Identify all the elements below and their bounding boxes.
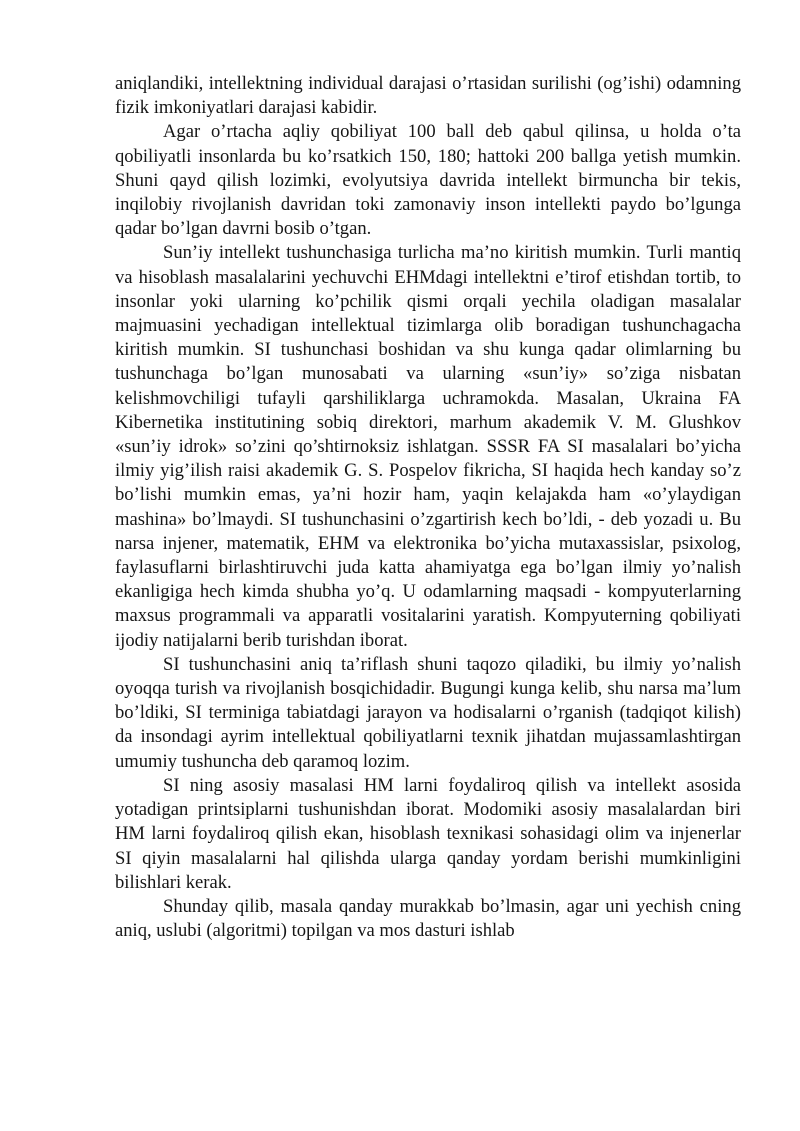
paragraph: Agar o’rtacha aqliy qobiliyat 100 ball deb qabul qilinsa, u holda o’ta qobiliyatli insonlarda bu ko’rsatkich 150, 180; hattoki 200 ballga yetish mumkin. Shuni qayd qilish lozimki, evolyutsiya davrida intellekt birmuncha bir tekis, inqilobiy rivojlanish davridan toki zamonaviy inson intellekti paydo bo’lgunga qadar bo’lgan davrni bosib o’tgan.: [115, 121, 741, 240]
paragraph: SI tushunchasini aniq ta’riflash shuni taqozo qiladiki, bu ilmiy yo’nalish oyoqqa turish va rivojlanish bosqichidadir. Bugungi kunga kelib, shu narsa ma’lum bo’ldiki, SI terminiga tabiatdagi jarayon va hodisalarni o’rganish (tadqiqot kilish) da insondagi ayrim intellektual qobiliyatlarni texnik jihatdan mujassamlashtirgan umumiy tushuncha deb qaramoq lozim.: [115, 653, 741, 772]
paragraph-continuation: aniqlandiki, intellektning individual darajasi o’rtasidan surilishi (og’ishi) odamning fizik imkoniyatlari darajasi kabidir.: [115, 73, 741, 119]
paragraph: Sun’iy intellekt tushunchasiga turlicha ma’no kiritish mumkin. Turli mantiq va hisoblash masalalarini yechuvchi EHMdagi intellektni e’tirof etishdan tortib, to insonlar yoki ularning ko’pchilik qismi orqali yechila oladigan masalalar majmuasini yechadigan intellektual tizimlarga olib boradigan tushunchagacha kiritish mumkin. SI tushunchasi boshidan va shu kunga qadar olimlarning bu tushunchaga bo’lgan munosabati va ularning «sun’iy» so’ziga nisbatan kelishmovchiligi tufayli qarshiliklarga uchramokda. Masalan, Ukraina FA Kibernetika institutining sobiq direktori, marhum akademik V. M. Glushkov «sun’iy idrok» so’zini qo’shtirnoksiz ishlatgan. SSSR FA SI masalalari bo’yicha ilmiy yig’ilish raisi akademik G. S. Pospelov fikricha, SI haqida hech kanday so’z bo’lishi mumkin emas, ya’ni hozir ham, yaqin kelajakda ham «o’ylaydigan mashina» bo’lmaydi. SI tushunchasini o’zgartirish kech bo’ldi, - deb yozadi u. Bu narsa injener, matematik, EHM va elektronika bo’yicha mutaxassislar, psixolog, faylasuflarni birlashtiruvchi juda katta ahamiyatga ega bo’lgan ilmiy yo’nalish ekanligiga hech kimda shubha yo’q. U odamlarning maqsadi - kompyuterlarning maxsus programmali va apparatli vositalarini yaratish. Kompyuterning qobiliyati ijodiy natijalarni berib turishdan iborat.: [115, 242, 741, 651]
body-text: [115, 72, 741, 943]
paragraph: SI ning asosiy masalasi HM larni foydaliroq qilish va intellekt asosida yotadigan printsiplarni tushunishdan iborat. Modomiki asosiy masalalardan biri HM larni foydaliroq qilish ekan, hisoblash texnikasi sohasidagi olim va injenerlar SI qiyin masalalarni hal qilishda ularga qanday yordam berishi mumkinligini bilishlari kerak.: [115, 774, 741, 893]
paragraph: Shunday qilib, masala qanday murakkab bo’lmasin, agar uni yechish cning aniq, uslubi (algoritmi) topilgan va mos dasturi ishlab: [115, 895, 741, 942]
